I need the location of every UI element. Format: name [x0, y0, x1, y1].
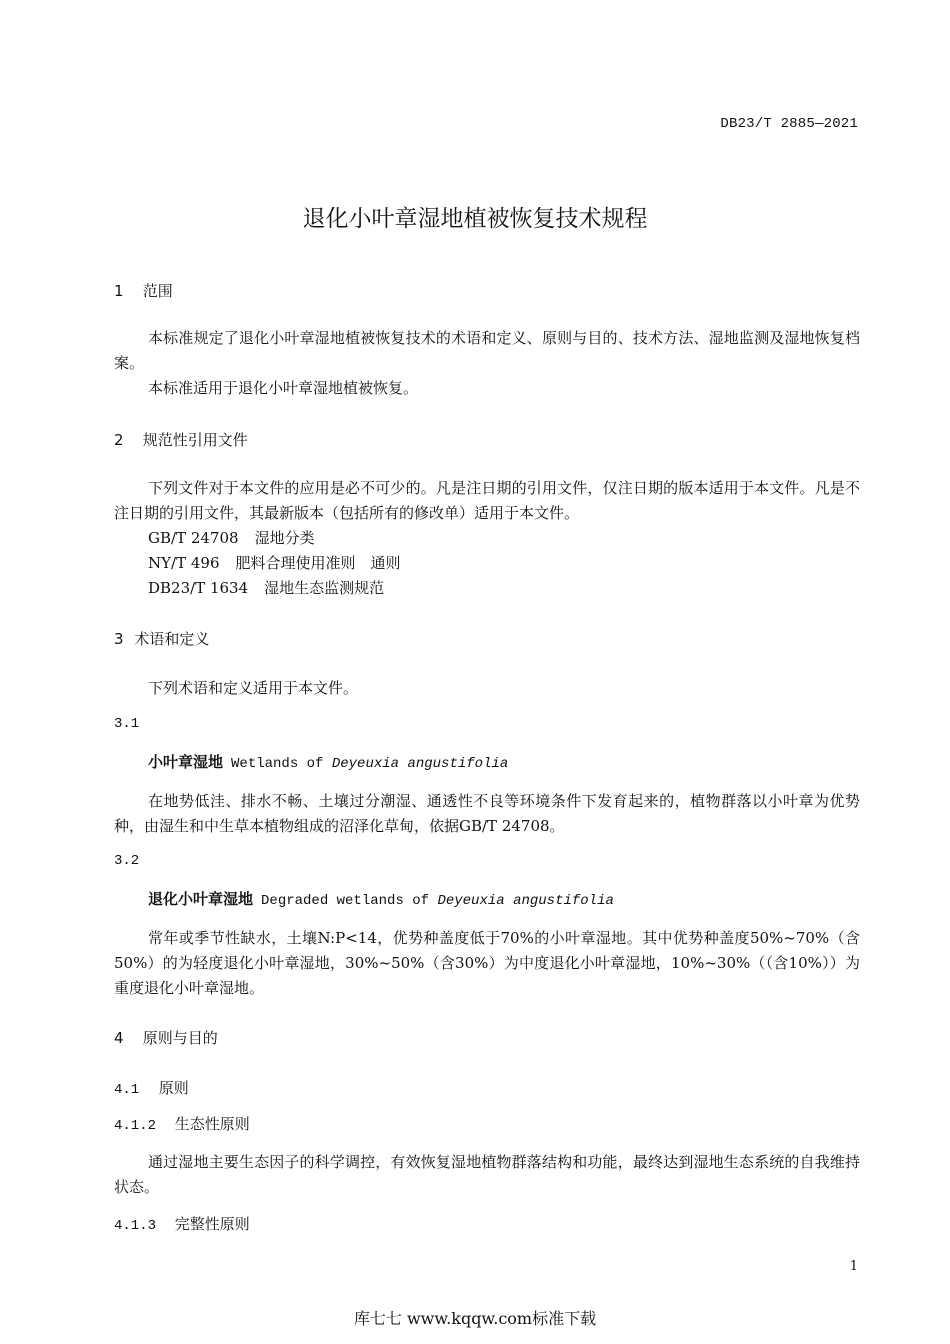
term-1-number: 3.1	[114, 716, 140, 732]
footer-watermark: 库七七 www.kqqw.com标准下载	[353, 1309, 597, 1328]
reference-code: GB/T 24708	[148, 529, 239, 547]
section-title: 原则	[158, 1079, 189, 1097]
section-2-heading	[114, 429, 248, 450]
section-4-1-2-heading	[114, 1113, 250, 1134]
standard-code: DB23/T 2885—2021	[720, 116, 858, 132]
section-2-paragraph: 下列文件对于本文件的应用是必不可少的。凡是注日期的引用文件，仅注日期的版本适用于本文件。凡是不注日期的引用文件，其最新版本（包括所有的修改单）适用于本文件。	[114, 479, 860, 522]
section-4-heading	[114, 1027, 218, 1048]
section-title: 完整性原则	[174, 1215, 250, 1233]
section-title: 范围	[142, 282, 173, 300]
section-title: 原则与目的	[142, 1029, 218, 1047]
term-chinese: 退化小叶章湿地	[148, 890, 254, 908]
section-title: 规范性引用文件	[142, 431, 248, 449]
section-1-paragraph-2: 本标准适用于退化小叶章湿地植被恢复。	[148, 379, 419, 397]
section-3-intro: 下列术语和定义适用于本文件。	[148, 679, 359, 697]
term-2-number: 3.2	[114, 853, 140, 869]
section-number: 3	[114, 630, 124, 648]
section-1-paragraph-1: 本标准规定了退化小叶章湿地植被恢复技术的术语和定义、原则与目的、技术方法、湿地监测及湿地恢复档案。	[114, 329, 860, 372]
reference-code: DB23/T 1634	[148, 579, 249, 597]
reference-item	[148, 527, 315, 548]
section-title: 生态性原则	[174, 1115, 250, 1133]
term-2-definition: 常年或季节性缺水，土壤N:P<14，优势种盖度低于70%的小叶章湿地。其中优势种盖度50%~70%（含50%）的为轻度退化小叶章湿地，30%~50%（含30%）为中度退化小叶章湿地，10%~30%（（含10%））为重度退化小叶章湿地。	[114, 929, 860, 997]
term-english	[231, 756, 508, 772]
section-number: 2	[114, 431, 124, 449]
reference-item	[148, 552, 401, 573]
term-english-prefix: Wetlands of	[231, 756, 324, 772]
section-number: 1	[114, 282, 124, 300]
section-1-heading	[114, 280, 173, 301]
section-number: 4.1.3	[114, 1218, 157, 1234]
section-title: 术语和定义	[134, 630, 210, 648]
reference-name: 湿地分类	[254, 529, 315, 547]
section-4-1-heading	[114, 1077, 189, 1098]
section-4-1-2-paragraph: 通过湿地主要生态因子的科学调控，有效恢复湿地植物群落结构和功能，最终达到湿地生态系统的自我维持状态。	[114, 1153, 860, 1196]
document-title: 退化小叶章湿地植被恢复技术规程	[302, 206, 648, 232]
section-number: 4.1	[114, 1082, 140, 1098]
reference-code: NY/T 496	[148, 554, 220, 572]
section-number: 4.1.2	[114, 1118, 157, 1134]
reference-name: 湿地生态监测规范	[264, 579, 385, 597]
reference-name: 肥料合理使用准则 通则	[235, 554, 401, 572]
term-1-definition: 在地势低洼、排水不畅、土壤过分潮湿、通透性不良等环境条件下发育起来的，植物群落以小叶章为优势种，由湿生和中生草本植物组成的沼泽化草甸，依据GB/T 24708。	[114, 792, 860, 835]
term-2-title	[148, 888, 614, 909]
term-english-prefix: Degraded wetlands of	[261, 893, 430, 909]
term-english	[261, 893, 614, 909]
section-3-heading	[114, 628, 209, 649]
term-chinese: 小叶章湿地	[148, 753, 224, 771]
section-number: 4	[114, 1029, 124, 1047]
page-number: 1	[849, 1259, 858, 1274]
reference-item	[148, 577, 384, 598]
term-1-title	[148, 751, 508, 772]
term-latin-name: Deyeuxia angustifolia	[331, 756, 509, 772]
section-4-1-3-heading	[114, 1213, 250, 1234]
term-latin-name: Deyeuxia angustifolia	[437, 893, 614, 909]
